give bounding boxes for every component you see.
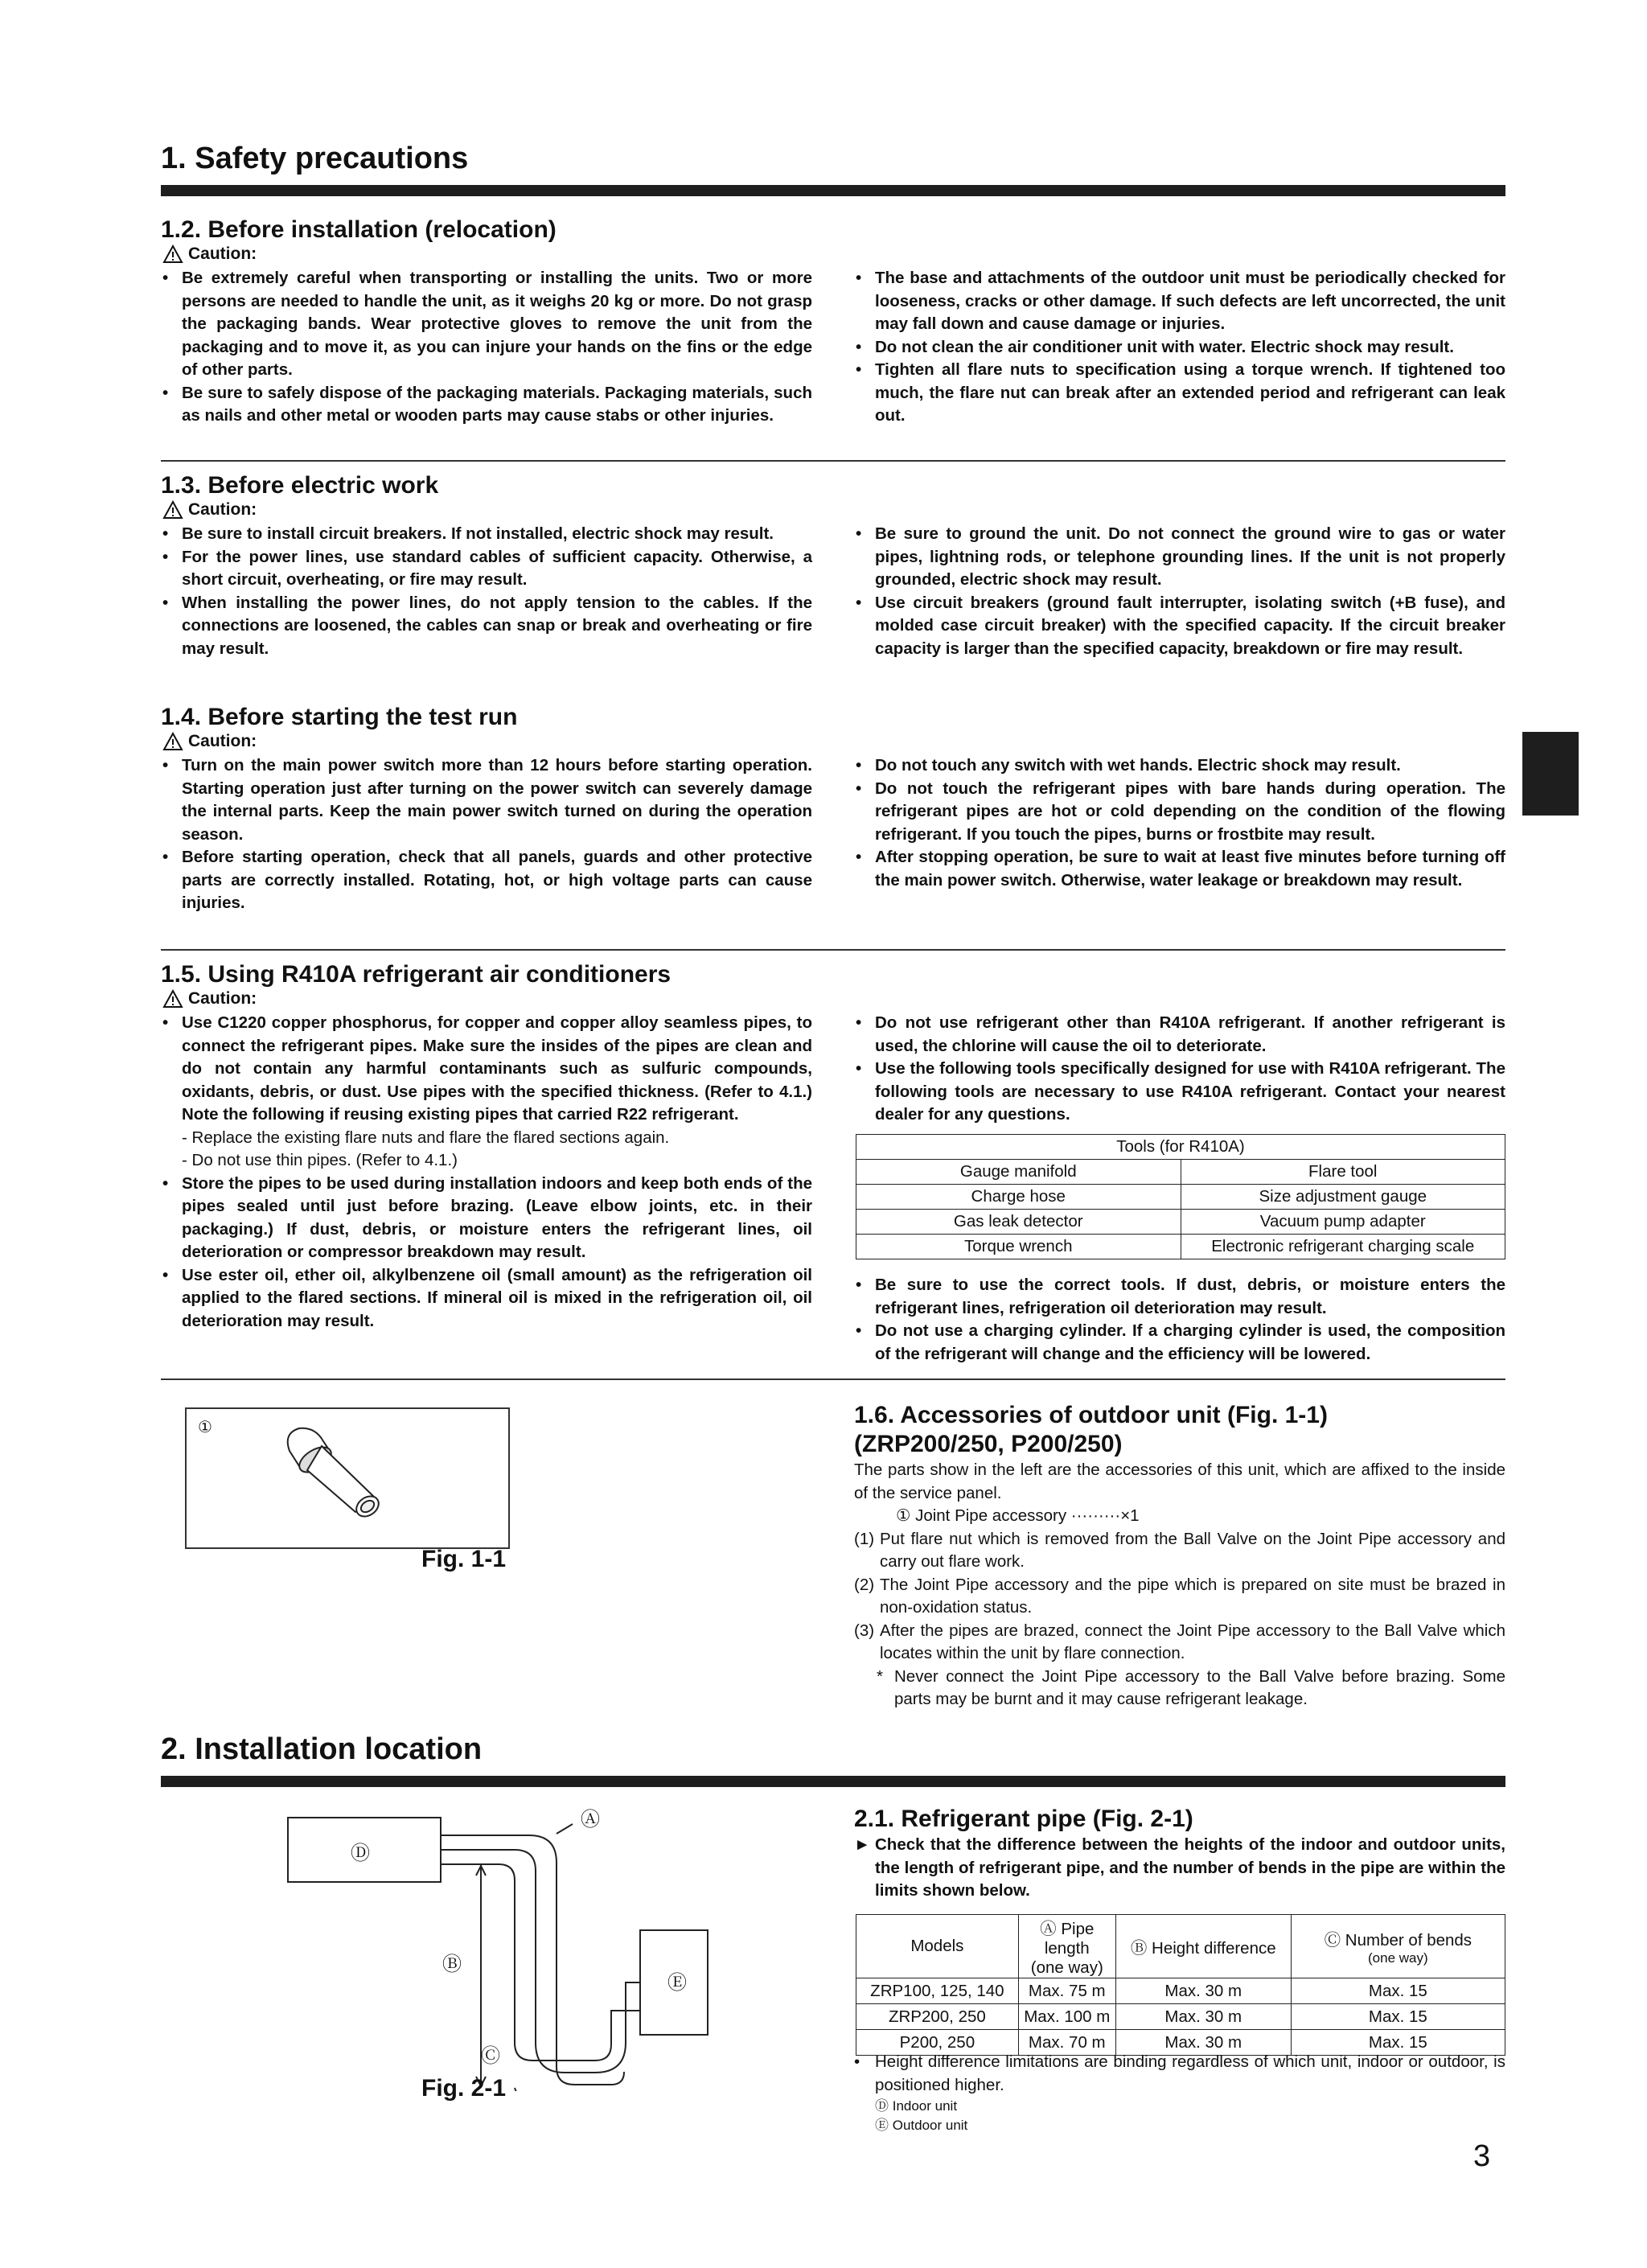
section-1-title: 1. Safety precautions [161, 142, 469, 175]
list-item [854, 1574, 1505, 1620]
label-b: Ⓑ [442, 1954, 462, 1975]
list-item: • Do not use a charging cylinder. If a charging cylinder is used, the composition of the refrigerant will change and the efficiency will be lowered. [854, 1320, 1505, 1366]
label-a: Ⓐ [581, 1809, 600, 1830]
warning-icon [162, 244, 183, 264]
note: - Replace the existing flare nuts and flare the flared sections again. [182, 1128, 670, 1147]
header-line: (one way) [1368, 1950, 1428, 1966]
caution-label: Caution: [188, 732, 257, 750]
table-cell: Vacuum pump adapter [1181, 1210, 1505, 1235]
list-item: • The base and attachments of the outdoor unit must be periodically checked for looseness, cracks or other damage. If such defects are left uncorrected, the unit may fall down and cause damage or injuries. [854, 267, 1505, 336]
table-header: Models [856, 1915, 1019, 1978]
list-item: • Use the following tools specifically designed for use with R410A refrigerant. The following tools are necessary to use R410A refrigerant. Contact your nearest dealer for any questions. [854, 1058, 1505, 1127]
s12-left [161, 267, 812, 428]
table-header [1291, 1915, 1505, 1978]
table-cell: Size adjustment gauge [1181, 1185, 1505, 1210]
divider [161, 460, 1505, 462]
s12-title: 1.2. Before installation (relocation) [161, 216, 557, 243]
item-text: Put flare nut which is removed from the Ball Valve on the Joint Pipe accessory and carry out flare work. [880, 1529, 1505, 1571]
s14-right [854, 754, 1505, 892]
note-item [854, 2051, 1505, 2097]
s13-title: 1.3. Before electric work [161, 472, 439, 499]
table-header: Ⓑ Height difference [1115, 1915, 1291, 1978]
page-number: 3 [1473, 2139, 1491, 2173]
s21-check [854, 1834, 1505, 1903]
pipe-limits-table [856, 1914, 1505, 2056]
list-item: • Tighten all flare nuts to specification using a torque wrench. If tightened too much, the flare nut can break after an extended period and refrigerant can leak out. [854, 359, 1505, 428]
s12-right [854, 267, 1505, 428]
s15-caution [162, 989, 257, 1009]
legend-outdoor: Ⓔ Outdoor unit [875, 2118, 968, 2133]
warning-icon [162, 732, 183, 751]
table-cell: Flare tool [1181, 1160, 1505, 1185]
s21-note [854, 2051, 1505, 2135]
s12-caution [162, 244, 257, 264]
s16-body [854, 1459, 1505, 1711]
s13-right [854, 523, 1505, 660]
list-item: • Store the pipes to be used during installation indoors and keep both ends of the pipes sealed until just before brazing. (Leave elbow joints, etc. in their packaging.) If dust, debris, or moisture enters the refrigerant lines, oil deterioration or compressor breakdown may result. [161, 1173, 812, 1264]
list-item: • Be sure to install circuit breakers. If not installed, electric shock may result. [161, 523, 812, 546]
table-cell: Max. 75 m [1018, 1978, 1115, 2004]
s16-accessory: ① Joint Pipe accessory ·········×1 [896, 1506, 1140, 1525]
list-item: • Use circuit breakers (ground fault interrupter, isolating switch (+B fuse), and molded case circuit breaker) with the specified capacity. If the circuit breaker capacity is larger than the specified capacity, breakdown or fire may result. [854, 592, 1505, 661]
s14-title: 1.4. Before starting the test run [161, 704, 518, 730]
caution-label: Caution: [188, 989, 257, 1008]
list-item [854, 1620, 1505, 1666]
warning-icon [162, 989, 183, 1009]
s15-left [161, 1012, 812, 1333]
table-cell: Max. 15 [1291, 2004, 1505, 2030]
table-header [1018, 1915, 1115, 1978]
note: - Do not use thin pipes. (Refer to 4.1.) [182, 1151, 458, 1169]
s14-caution [162, 732, 257, 751]
table-cell: Max. 30 m [1115, 2004, 1291, 2030]
fig-1-1-frame [185, 1407, 510, 1549]
header-line: (one way) [1030, 1958, 1103, 1977]
item-text: The Joint Pipe accessory and the pipe which is prepared on site must be brazed in non-oxidation status. [880, 1575, 1505, 1617]
list-item: • After stopping operation, be sure to wait at least five minutes before turning off the main power switch. Otherwise, water leakage or breakdown may result. [854, 846, 1505, 892]
label-c: Ⓒ [481, 2045, 500, 2067]
s13-caution [162, 500, 257, 520]
legend-indoor: Ⓓ Indoor unit [875, 2098, 958, 2114]
list-item: • Use ester oil, ether oil, alkylbenzene oil (small amount) as the refrigeration oil applied to the flared sections. If mineral oil is mixed in the refrigeration oil, oil deterioration may result. [161, 1264, 812, 1333]
list-item: • Do not use refrigerant other than R410A refrigerant. If another refrigerant is used, the chlorine will cause the oil to deteriorate. [854, 1012, 1505, 1058]
caution-label: Caution: [188, 244, 257, 263]
fig-1-1-label: Fig. 1-1 [421, 1546, 507, 1572]
header-line: Ⓐ Pipe length [1040, 1920, 1095, 1958]
bullet: • [854, 2052, 860, 2071]
section-2-title: 2. Installation location [161, 1732, 483, 1766]
list-item: • Do not touch any switch with wet hands. Electric shock may result. [854, 754, 1505, 778]
table-cell: Gas leak detector [856, 1210, 1181, 1235]
table-cell: ZRP100, 125, 140 [856, 1978, 1019, 2004]
list-item: • Do not touch the refrigerant pipes with bare hands during operation. The refrigerant pipes are hot or cold depending on the condition of the flowing refrigerant. If you touch the pipes, burns or frostbite may result. [854, 778, 1505, 847]
item-number: (1) [854, 1529, 875, 1548]
list-item: • Be extremely careful when transporting or installing the units. Two or more persons are needed to handle the unit, as it weighs 20 kg or more. Do not grasp the packaging bands. Wear protective gloves to remove the unit from the packaging and to move it, as you can injure your hands on the fins or the edge of other parts. [161, 267, 812, 382]
header-line: Ⓒ Number of bends [1324, 1931, 1472, 1950]
check-text: Check that the difference between the heights of the indoor and outdoor units, the length of refrigerant pipe, and the number of bends in the pipe are within the limits shown below. [875, 1835, 1505, 1900]
table-cell: Electronic refrigerant charging scale [1181, 1235, 1505, 1259]
caution-label: Caution: [188, 500, 257, 519]
table-cell: Gauge manifold [856, 1160, 1181, 1185]
side-tab [1522, 732, 1579, 816]
table-cell: Max. 15 [1291, 2030, 1505, 2056]
list-item: • Use C1220 copper phosphorus, for copper and copper alloy seamless pipes, to connect the refrigerant pipes. Make sure the insides of the pipes are clean and do not contain any harmful contaminants such as sulfuric compounds, oxidants, debris, or dust. Use pipes with the specified thickness. (Refer to 4.1.) Note the following if reusing existing pipes that carried R22 refrigerant. [161, 1012, 812, 1127]
divider [161, 949, 1505, 951]
list-item: • Before starting operation, check that all panels, guards and other protective parts are correctly installed. Rotating, hot, or high voltage parts can cause injuries. [161, 846, 812, 915]
section-2-bar [161, 1776, 1505, 1787]
table-cell: Max. 15 [1291, 1978, 1505, 2004]
s13-left [161, 523, 812, 660]
section-1-bar [161, 185, 1505, 196]
list-item: • Be sure to use the correct tools. If dust, debris, or moisture enters the refrigerant lines, refrigeration oil deterioration may result. [854, 1274, 1505, 1320]
table-cell: Torque wrench [856, 1235, 1181, 1259]
s21-title: 2.1. Refrigerant pipe (Fig. 2-1) [854, 1806, 1193, 1832]
table-cell: Charge hose [856, 1185, 1181, 1210]
s15-right [854, 1012, 1505, 1127]
s16-subtitle: (ZRP200/250, P200/250) [854, 1431, 1123, 1457]
list-item: • Be sure to ground the unit. Do not connect the ground wire to gas or water pipes, lightning rods, or telephone grounding lines. If the unit is not properly grounded, electric shock may result. [854, 523, 1505, 592]
label-d: Ⓓ [351, 1843, 370, 1864]
star-text: Never connect the Joint Pipe accessory to the Ball Valve before brazing. Some parts may be burnt and it may cause refrigerant leakage. [894, 1666, 1505, 1708]
list-item [854, 1528, 1505, 1574]
s15-title: 1.5. Using R410A refrigerant air conditioners [161, 961, 672, 988]
list-item: • Do not clean the air conditioner unit with water. Electric shock may result. [854, 336, 1505, 360]
s14-left [161, 754, 812, 915]
joint-pipe-illustration [187, 1409, 508, 1547]
list-item: • For the power lines, use standard cables of sufficient capacity. Otherwise, a short circuit, overheating, or fire may result. [161, 546, 812, 592]
item-text: After the pipes are brazed, connect the Joint Pipe accessory to the Ball Valve which locates within the unit by flare connection. [880, 1621, 1505, 1662]
s16-title: 1.6. Accessories of outdoor unit (Fig. 1-1) [854, 1402, 1328, 1428]
s15-right-bottom [854, 1274, 1505, 1366]
tools-table [856, 1134, 1505, 1259]
table-cell: ZRP200, 250 [856, 2004, 1019, 2030]
check-item [854, 1834, 1505, 1903]
s16-intro: The parts show in the left are the accessories of this unit, which are affixed to the inside of the service panel. [854, 1461, 1505, 1502]
table-cell: Max. 100 m [1018, 2004, 1115, 2030]
star-note [854, 1666, 1505, 1711]
arrow-icon: ► [854, 1835, 871, 1854]
list-item: • Be sure to safely dispose of the packaging materials. Packaging materials, such as nails and other metal or wooden parts may cause stabs or other injuries. [161, 382, 812, 428]
table-cell: Max. 70 m [1018, 2030, 1115, 2056]
fig-marker: ① [198, 1419, 212, 1436]
tools-table-title: Tools (for R410A) [856, 1135, 1505, 1160]
table-cell: P200, 250 [856, 2030, 1019, 2056]
item-number: (3) [854, 1621, 875, 1640]
list-item: • Turn on the main power switch more than 12 hours before starting operation. Starting operation just after turning on the power switch can severely damage the internal parts. Keep the main power switch turned on during the operation season. [161, 754, 812, 846]
label-e: Ⓔ [667, 1972, 687, 1994]
divider [161, 1378, 1505, 1380]
table-cell: Max. 30 m [1115, 2030, 1291, 2056]
warning-icon [162, 500, 183, 520]
star-mark: * [877, 1666, 883, 1686]
fig-2-1-label: Fig. 2-1 [421, 2075, 507, 2102]
table-cell: Max. 30 m [1115, 1978, 1291, 2004]
list-item: • When installing the power lines, do not apply tension to the cables. If the connections are loosened, the cables can snap or break and overheating or fire may result. [161, 592, 812, 661]
item-number: (2) [854, 1575, 875, 1594]
note-text: Height difference limitations are binding regardless of which unit, indoor or outdoor, is positioned higher. [875, 2052, 1505, 2094]
fig-2-1-diagram [273, 1802, 756, 2091]
